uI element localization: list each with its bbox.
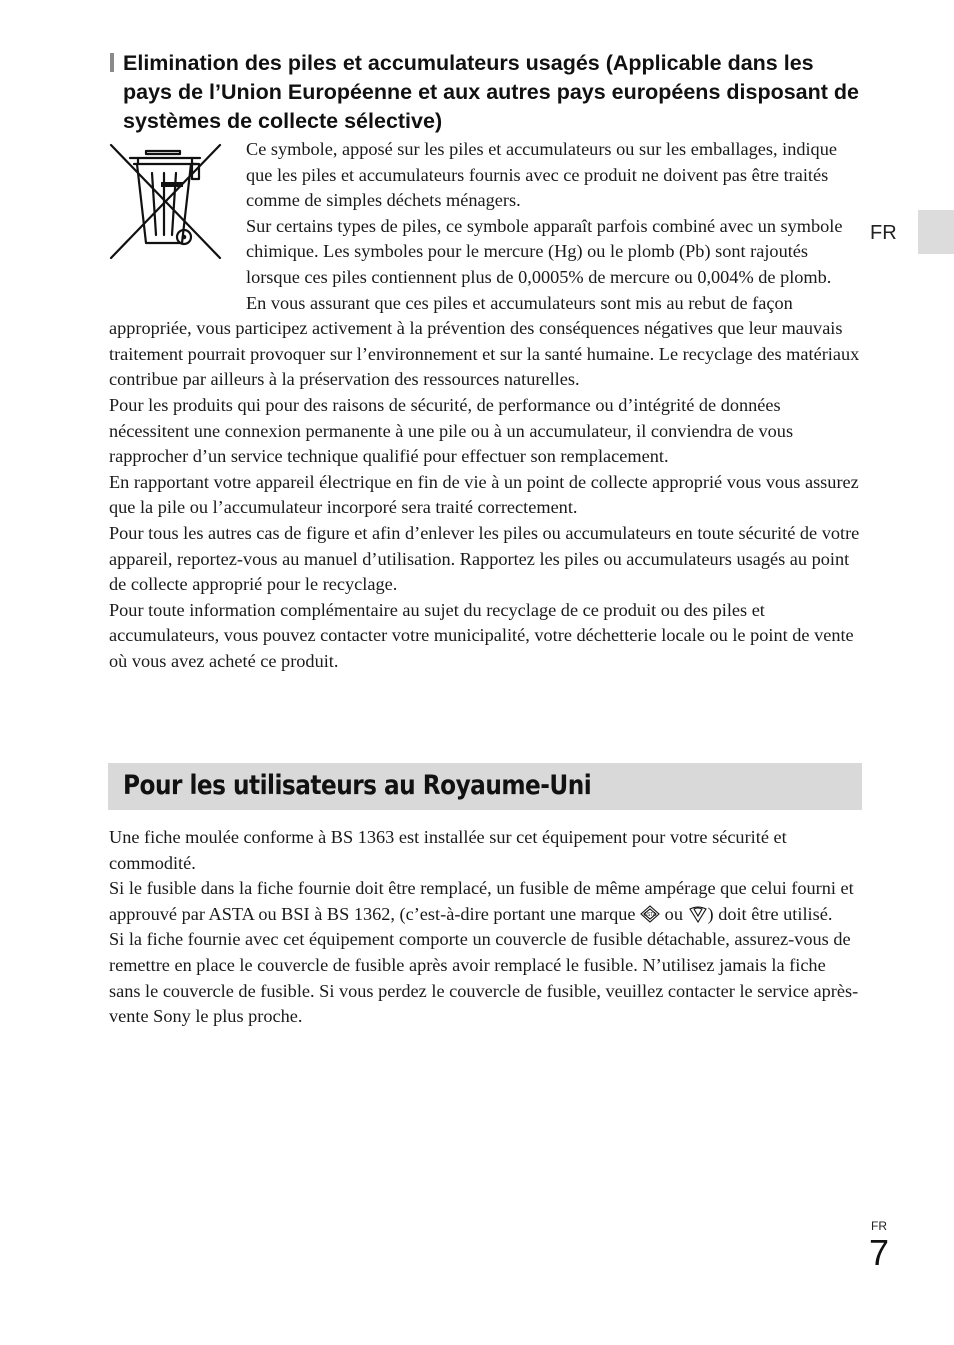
svg-text:ASTA: ASTA xyxy=(643,911,657,918)
paragraph: Ce symbole, apposé sur les piles et accumulateurs ou sur les emballages, indique que les piles et accumulateurs fournis avec ce produit ne doivent pas être traités comme de simples déchets ménagers. xyxy=(246,139,837,211)
language-side-label: FR xyxy=(870,222,897,244)
paragraph: Sur certains types de piles, ce symbole apparaît parfois combiné avec un symbole chimique. Les symboles pour le mercure (Hg) ou le plomb (Pb) sont rajoutés lorsque ces piles contiennent plus de 0,0005% de mercure ou 0,004% de plomb. xyxy=(246,215,843,287)
paragraph xyxy=(109,876,861,927)
battery-disposal-body xyxy=(109,137,861,674)
paragraph-text: ou xyxy=(660,903,688,924)
paragraph: Pour toute information complémentaire au sujet du recyclage de ce produit ou des piles et accumulateurs, vous pouvez contacter votre municipalité, votre déchetterie locale ou le point de vente où vous avez acheté ce produit. xyxy=(109,599,854,671)
paragraph: Une fiche moulée conforme à BS 1363 est installée sur cet équipement pour votre sécurité et commodité. xyxy=(109,827,787,873)
paragraph: Pour les produits qui pour des raisons de sécurité, de performance ou d’intégrité de données nécessitent une connexion permanente à une pile ou à un accumulateur, il conviendra de vous rapprocher d’un service technique qualifié pour effectuer son remplacement. xyxy=(109,394,794,467)
bsi-kitemark-icon xyxy=(688,905,708,923)
paragraph: Pour tous les autres cas de figure et afin d’enlever les piles ou accumulateurs en toute sécurité de votre appareil, reportez-vous au manuel d’utilisation. Rapportez les piles ou accumulateurs usagés au point de collecte approprié pour le recyclage. xyxy=(109,522,860,595)
language-side-tab xyxy=(918,210,954,254)
heading-marker xyxy=(110,53,114,72)
page-number: 7 xyxy=(869,1232,890,1273)
paragraph-text: ) doit être utilisé. xyxy=(707,903,833,924)
paragraph: En rapportant votre appareil électrique en fin de vie à un point de collecte approprié vous vous assurez que la pile ou l’accumulateur incorporé sera traité correctement. xyxy=(109,471,859,518)
uk-users-body xyxy=(109,825,861,1030)
paragraph-text: Si le fusible dans la fiche fournie doit être remplacé, un fusible de même ampérage que celui fourni et approuvé par ASTA ou BSI à BS 1362, (c’est-à-dire portant une marque xyxy=(109,878,854,924)
asta-mark-icon xyxy=(640,905,660,923)
battery-disposal-heading: Elimination des piles et accumulateurs usagés (Applicable dans les pays de l’Union Européenne et aux autres pays européens disposant de systèmes de collecte sélective) xyxy=(123,51,859,133)
paragraph: Si la fiche fournie avec cet équipement comporte un couvercle de fusible détachable, assurez-vous de remettre en place le couvercle de fusible après avoir remplacé le fusible. N’utilisez jamais la fiche sans le couvercle de fusible. Si vous perdez le couvercle de fusible, veuillez contacter le service après-vente Sony le plus proche. xyxy=(109,929,859,1027)
footer-language-label: FR xyxy=(871,1219,887,1233)
paragraph: En vous assurant que ces piles et accumulateurs sont mis au rebut de façon appropriée, vous participez activement à la prévention des conséquences négatives que leur mauvais traitement pourrait provoquer sur l’environnement et sur la santé humaine. Le recyclage des matériaux contribue par ailleurs à la préservation des ressources naturelles. xyxy=(109,292,860,390)
uk-users-section-title: Pour les utilisateurs au Royaume-Uni xyxy=(123,770,592,801)
